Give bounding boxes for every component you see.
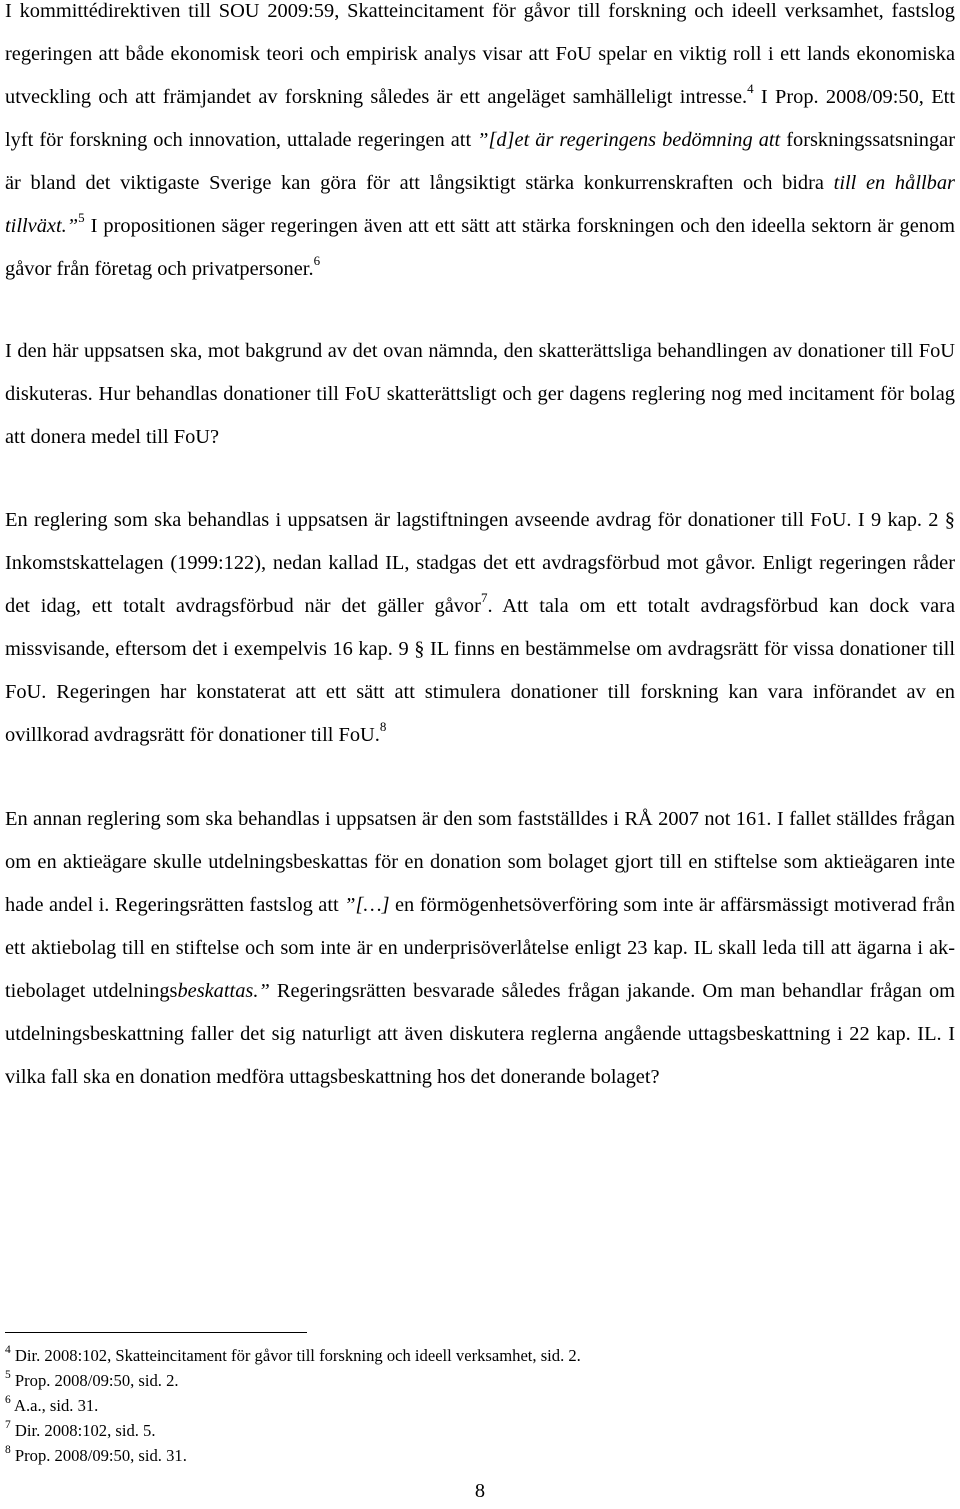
footnote-text: Prop. 2008/09:50, sid. 2. [10,1371,179,1390]
italic-quote: till en hållbar tillväxt.” [5,172,955,237]
footnote-number: 6 [5,1394,11,1407]
footnote-reference: 4 [747,81,754,97]
footnote-text: Dir. 2008:102, sid. 5. [10,1421,156,1440]
footnote-text: Prop. 2008/09:50, sid. 31. [10,1446,187,1465]
footnote-text: A.a., sid. 31. [10,1396,99,1415]
paragraph-text: En annan reglering som ska behandlas i uppsatsen är den som fastställdes i RÅ 2007 not 161. I fallet ställdes frågan om en aktieägare skulle utdelningsbeskattas för en donation som bolaget gjort till en stiftelse som aktieägaren inte hade andel i. Regeringsrätten fastslog att [5,808,955,916]
paragraph-text: . Att tala om ett totalt avdragsförbud kan dock vara missvisande, eftersom det i exempelvis 16 kap. 9 § IL finns en bestämmelse om avdragsrätt för vissa donationer till FoU. Regeringen har konstaterat att ett sätt att stimulera donationer till forskning kan vara införandet av en ovillkorad avdragsrätt för donationer till FoU. [5,595,956,746]
body-paragraph [5,499,955,757]
body-paragraph [5,330,955,459]
footnote-number: 4 [5,1344,11,1357]
paragraph-text: I Prop. 2008/09:50, Ett lyft för forskning och innovation, uttalade regeringen att [5,86,955,151]
paragraph-text: Regeringsrätten besvarade således frågan jakande. Om man behandlar frågan om utdelningsbeskattning faller det sig naturligt att även diskutera reglerna angående uttagsbeskattning i 22 kap. IL. I vilka fall ska en donation medföra uttagsbeskattning hos det donerande bolaget? [5,980,955,1088]
italic-quote: beskattas.” [177,980,270,1002]
body-paragraph [5,798,955,1099]
paragraph-text: I den här uppsatsen ska, mot bakgrund av det ovan nämnda, den skatterättsliga behandlingen av donationer till FoU diskuteras. Hur behandlas donationer till FoU skatterättsligt och ger dagens reglering nog med incitament för bolag att donera medel till FoU? [5,340,955,448]
paragraph-text: en förmögenhetsöverföring som inte är affärsmässigt motiverad från ett aktiebolag till en stiftelse och som inte är en underprisöverlåtelse enligt 23 kap. IL skall leda till att ägarna i aktiebolaget utdelnings [5,894,955,1002]
footnotes [5,1343,955,1468]
paragraph-text: I propositionen säger regeringen även att ett sätt att stärka forskningen och den ideella sektorn är genom gåvor från företag och privatpersoner. [5,215,955,280]
footnote-separator [5,1332,307,1333]
document-page [5,0,955,1099]
footnote-number: 5 [5,1369,11,1382]
footnote-number: 8 [5,1444,11,1457]
footnote [5,1343,955,1368]
footnote [5,1418,955,1443]
paragraph-text: forskningssatsningar är bland det viktigaste Sverige kan göra för att långsiktigt stärka konkurrenskraften och bidra [5,129,955,194]
italic-quote: ”[d]et är regeringens bedömning att [477,129,781,151]
footnote-reference: 7 [480,590,488,606]
footnote [5,1443,955,1468]
footnote-number: 7 [5,1419,11,1432]
body-paragraph [5,0,955,291]
footnote-reference: 5 [78,210,85,226]
italic-quote: ”[…] [344,894,390,916]
footnote [5,1368,955,1393]
footnote-text: Dir. 2008:102, Skatteincitament för gåvor till forskning och ideell verksamhet, sid. 2. [10,1346,581,1365]
footnote-reference: 6 [313,253,321,269]
page-number: 8 [474,1480,486,1502]
paragraph-text: I kommittédirektiven till SOU 2009:59, Skatteincitament för gåvor till forskning och ideell verksamhet, fastslog regeringen att både ekonomisk teori och empirisk analys visar att FoU spelar en viktig roll i ett lands ekonomiska utveckling och att främjandet av forskning således är ett angeläget samhälleligt intresse. [5,0,955,108]
paragraph-text: En reglering som ska behandlas i uppsatsen är lagstiftningen avseende avdrag för donationer till FoU. I 9 kap. 2 § Inkomstskattelagen (1999:122), nedan kallad IL, stadgas det ett avdragsförbud mot gåvor. Enligt regeringen råder det idag, ett totalt avdragsförbud när det gäller gåvor [5,509,955,617]
footnote [5,1393,955,1418]
footnote-reference: 8 [379,719,387,735]
